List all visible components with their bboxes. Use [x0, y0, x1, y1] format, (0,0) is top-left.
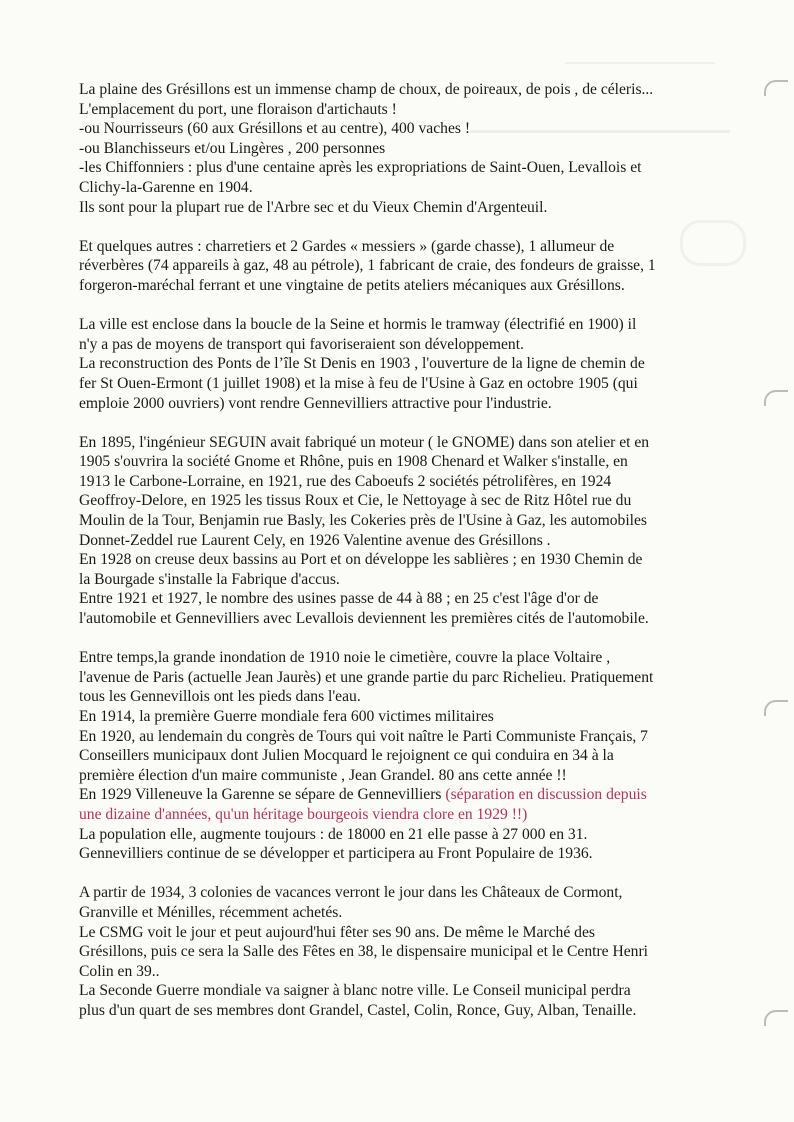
text-line — [79, 1001, 759, 1021]
text-line — [79, 119, 759, 139]
highlighted-text: une dizaine d'années, qu'un héritage bourgeois viendra clore en 1929 !!) — [79, 805, 528, 823]
text-segment: Entre 1921 et 1927, le nombre des usines passe de 44 à 88 ; en 25 c'est l'âge d'or de — [79, 590, 599, 608]
text-segment: réverbères (74 appareils à gaz, 48 au pétrole), 1 fabricant de craie, des fondeurs de graisse, 1 — [79, 257, 656, 275]
text-segment: l'automobile et Gennevilliers avec Levallois deviennent les premières cités de l'automobile. — [79, 610, 649, 628]
text-line — [79, 80, 759, 100]
text-line — [79, 472, 759, 492]
document-body — [79, 80, 759, 1040]
text-segment: L'emplacement du port, une floraison d'artichauts ! — [79, 100, 397, 118]
text-line — [79, 452, 759, 472]
text-line — [79, 276, 759, 296]
text-segment: Entre temps,la grande inondation de 1910 noie le cimetière, couvre la place Voltaire , — [79, 649, 611, 667]
text-line — [79, 923, 759, 943]
text-line — [79, 746, 759, 766]
text-line — [79, 648, 759, 668]
text-segment: Et quelques autres : charretiers et 2 Gardes « messiers » (garde chasse), 1 allumeur de — [79, 237, 615, 255]
text-segment: Ils sont pour la plupart rue de l'Arbre sec et du Vieux Chemin d'Argenteuil. — [79, 198, 548, 216]
paragraph — [79, 883, 759, 1020]
text-segment: fer St Ouen-Ermont (1 juillet 1908) et la mise à feu de l'Usine à Gaz en octobre 1905 (qui — [79, 374, 638, 392]
text-segment: En 1929 Villeneuve la Garenne se sépare de Gennevilliers — [79, 786, 446, 804]
text-segment: plus d'un quart de ses membres dont Grandel, Castel, Colin, Ronce, Guy, Alban, Tenaille. — [79, 1001, 637, 1019]
text-segment: -ou Blanchisseurs et/ou Lingères , 200 personnes — [79, 139, 386, 157]
text-line — [79, 550, 759, 570]
binder-hole-mark — [764, 700, 788, 716]
text-segment: 1913 le Carbone-Lorraine, en 1921, rue des Caboeufs 2 sociétés pétrolifères, en 1924 — [79, 472, 612, 490]
text-segment: Colin en 39.. — [79, 962, 160, 980]
paragraph — [79, 648, 759, 864]
text-segment: première élection d'un maire communiste , Jean Grandel. 80 ans cette année !! — [79, 766, 567, 784]
text-line — [79, 178, 759, 198]
text-line — [79, 727, 759, 747]
text-line — [79, 158, 759, 178]
paragraph — [79, 433, 759, 629]
text-segment: tous les Gennevillois ont les pieds dans l'eau. — [79, 688, 361, 706]
text-line — [79, 256, 759, 276]
text-segment: -les Chiffonniers : plus d'une centaine après les expropriations de Saint-Ouen, Levallois et — [79, 159, 642, 177]
text-line — [79, 844, 759, 864]
text-line — [79, 335, 759, 355]
text-segment: La plaine des Grésillons est un immense champ de choux, de poireaux, de pois , de céleris... — [79, 81, 654, 98]
text-line — [79, 570, 759, 590]
text-segment: -ou Nourrisseurs (60 aux Grésillons et au centre), 400 vaches ! — [79, 120, 471, 138]
text-line — [79, 237, 759, 257]
text-line — [79, 394, 759, 414]
text-line — [79, 825, 759, 845]
paragraph — [79, 315, 759, 413]
text-segment: emploie 2000 ouvriers) vont rendre Gennevilliers attractive pour l'industrie. — [79, 394, 552, 412]
text-line — [79, 491, 759, 511]
text-segment: la Bourgade s'installe la Fabrique d'accus. — [79, 570, 340, 588]
text-line — [79, 805, 759, 825]
text-segment: En 1914, la première Guerre mondiale fera 600 victimes militaires — [79, 708, 494, 725]
text-line — [79, 589, 759, 609]
text-line — [79, 687, 759, 707]
paragraph — [79, 80, 759, 217]
text-segment: Granville et Ménilles, récemment achetés. — [79, 903, 343, 921]
text-line — [79, 531, 759, 551]
text-line — [79, 511, 759, 531]
text-segment: La reconstruction des Ponts de l’île St Denis en 1903 , l'ouverture de la ligne de chemin de — [79, 355, 645, 373]
text-line — [79, 374, 759, 394]
text-line — [79, 785, 759, 805]
text-line — [79, 707, 759, 727]
text-segment: A partir de 1934, 3 colonies de vacances verront le jour dans les Châteaux de Cormont, — [79, 884, 623, 902]
text-segment: Grésillons, puis ce sera la Salle des Fêtes en 38, le dispensaire municipal et le Centre Henri — [79, 943, 649, 961]
text-segment: En 1920, au lendemain du congrès de Tours qui voit naître le Parti Communiste Français, 7 — [79, 727, 648, 745]
text-segment: Donnet-Zeddel rue Laurent Cely, en 1926 Valentine avenue des Grésillons . — [79, 531, 551, 549]
text-line — [79, 981, 759, 1001]
text-segment: En 1895, l'ingénieur SEGUIN avait fabriqué un moteur ( le GNOME) dans son atelier et en — [79, 433, 650, 451]
text-line — [79, 609, 759, 629]
text-segment: La Seconde Guerre mondiale va saigner à blanc notre ville. Le Conseil municipal perdra — [79, 982, 631, 1000]
text-segment: La population elle, augmente toujours : de 18000 en 21 elle passe à 27 000 en 31. — [79, 825, 588, 843]
paragraph — [79, 237, 759, 296]
text-line — [79, 198, 759, 218]
text-segment: Geoffroy-Delore, en 1925 les tissus Roux et Cie, le Nettoyage à sec de Ritz Hôtel rue du — [79, 492, 632, 510]
text-segment: Le CSMG voit le jour et peut aujourd'hui fêter ses 90 ans. De même le Marché des — [79, 923, 595, 941]
text-segment: Gennevilliers continue de se développer et participera au Front Populaire de 1936. — [79, 845, 593, 863]
text-segment: forgeron-maréchal ferrant et une vingtaine de petits ateliers mécaniques aux Grésillons. — [79, 276, 625, 294]
text-line — [79, 139, 759, 159]
text-segment: Clichy-la-Garenne en 1904. — [79, 178, 253, 196]
text-line — [79, 903, 759, 923]
text-segment: La ville est enclose dans la boucle de la Seine et hormis le tramway (électrifié en 1900) il — [79, 316, 637, 334]
text-line — [79, 883, 759, 903]
text-line — [79, 315, 759, 335]
text-line — [79, 962, 759, 982]
text-segment: l'avenue de Paris (actuelle Jean Jaurès) et une grande partie du parc Richelieu. Pratiquement — [79, 668, 654, 686]
binder-hole-mark — [764, 1010, 788, 1026]
bleed-through-mark — [565, 40, 715, 64]
text-line — [79, 942, 759, 962]
text-line — [79, 433, 759, 453]
text-line — [79, 100, 759, 120]
text-segment: Moulin de la Tour, Benjamin rue Basly, les Cokeries près de l'Usine à Gaz, les automobiles — [79, 512, 647, 530]
text-line — [79, 766, 759, 786]
text-line — [79, 668, 759, 688]
text-segment: Conseillers municipaux dont Julien Mocquard le rejoignent ce qui conduira en 34 à la — [79, 747, 614, 765]
text-segment: n'y a pas de moyens de transport qui favoriseraient son développement. — [79, 335, 524, 353]
text-segment: En 1928 on creuse deux bassins au Port et on développe les sablières ; en 1930 Chemin de — [79, 551, 643, 569]
binder-hole-mark — [764, 390, 788, 406]
highlighted-text: (séparation en discussion depuis — [445, 786, 647, 804]
text-segment: 1905 s'ouvrira la société Gnome et Rhône, puis en 1908 Chenard et Walker s'installe, en — [79, 453, 628, 471]
binder-hole-mark — [764, 80, 788, 96]
text-line — [79, 354, 759, 374]
